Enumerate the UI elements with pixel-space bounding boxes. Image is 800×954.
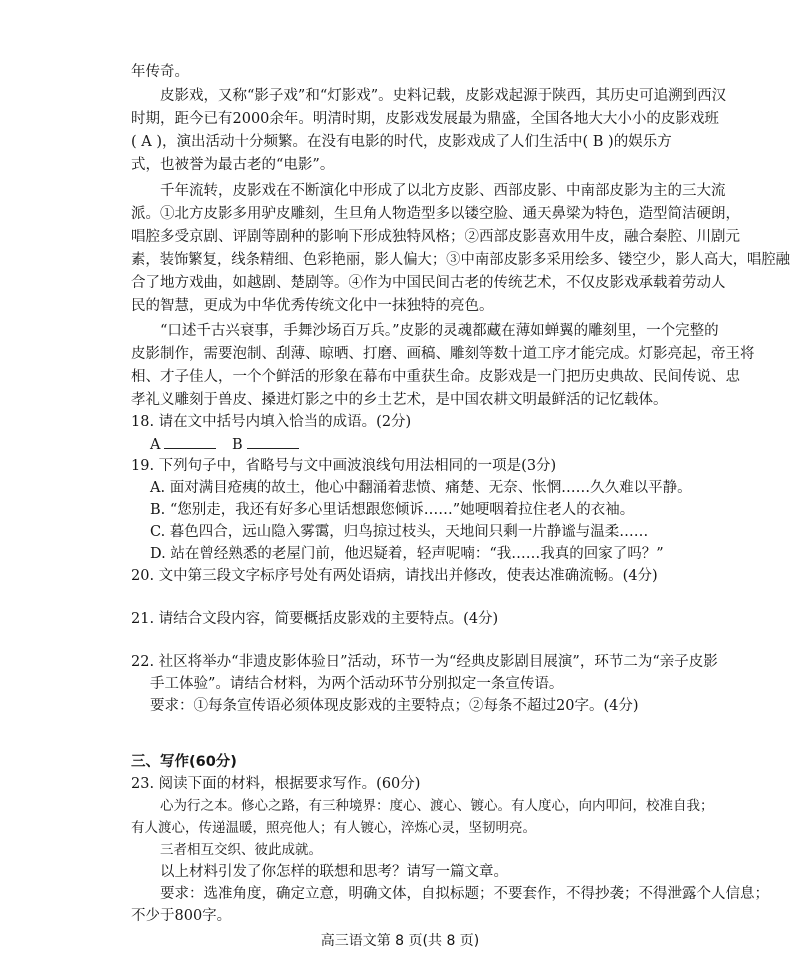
passage-line: 唱腔多受京剧、评剧等剧种的影响下形成独特风格；②西部皮影喜欢用牛皮，融合秦腔、川剧元 (131, 229, 740, 245)
passage-line: 素，装饰繁复，线条精细、色彩艳丽，影人偏大；③中南部皮影多采用绘多、镂空少，影人高大，唱腔融 (131, 252, 790, 268)
passage-line: 千年流转，皮影戏在不断演化中形成了以北方皮影、西部皮影、中南部皮影为主的三大流 (160, 183, 726, 199)
material-line: 有人渡心，传递温暖，照亮他人；有人镀心，淬炼心灵，坚韧明亮。 (131, 820, 536, 836)
page-footer: 高三语文第 8 页(共 8 页) (320, 933, 480, 949)
passage-line: 年传奇。 (131, 64, 189, 80)
passage-line: “口述千古兴衰事，手舞沙场百万兵。”皮影的灵魂都藏在薄如蝉翼的雕刻里，一个完整的 (160, 323, 719, 339)
writing-requirement: 不少于800字。 (131, 908, 232, 924)
passage-line: ( A )，演出活动十分频繁。在没有电影的时代，皮影戏成了人们生活中( B )的娱乐方 (131, 134, 672, 150)
passage-line: 派。①北方皮影多用驴皮雕刻，生旦角人物造型多以镂空脸、通天鼻梁为特色，造型简洁硬朗， (131, 206, 740, 222)
material-line: 心为行之本。修心之路，有三种境界：度心、渡心、镀心。有人度心，向内叩问，校准自我； (160, 798, 714, 814)
answer-blank-a[interactable] (150, 434, 216, 455)
section-heading: 三、写作(60分) (131, 754, 237, 770)
question-22-line: 手工体验”。请结合材料，为两个活动环节分别拟定一条宣传语。 (150, 676, 564, 692)
question-20-stem: 20. 文中第三段文字标序号处有两处语病，请找出并修改，使表达准确流畅。(4分) (131, 568, 658, 584)
blank-line-b (247, 434, 299, 449)
passage-line: 皮影制作，需要泡制、刮薄、晾晒、打磨、画稿、雕刻等数十道工序才能完成。灯影亮起，帝王将 (131, 346, 755, 362)
question-23-stem: 23. 阅读下面的材料，根据要求写作。(60分) (131, 776, 421, 792)
passage-line: 皮影戏，又称“影子戏”和“灯影戏”。史料记载，皮影戏起源于陕西，其历史可追溯到西汉 (160, 88, 727, 104)
answer-blank-b[interactable] (232, 434, 299, 455)
passage-line: 民的智慧，更成为中华优秀传统文化中一抹独特的亮色。 (131, 298, 494, 314)
writing-requirement: 要求：选准角度，确定立意，明确文体，自拟标题；不要套作，不得抄袭；不得泄露个人信息； (160, 886, 769, 902)
question-22-line: 22. 社区将举办“非遗皮影体验日”活动，环节一为“经典皮影剧目展演”，环节二为“亲子皮影 (131, 654, 718, 670)
option-c[interactable]: C. 暮色四合，远山隐入雾霭，归鸟掠过枝头，天地间只剩一片静谧与温柔…… (150, 524, 649, 540)
prompt-line: 以上材料引发了你怎样的联想和思考？请写一篇文章。 (160, 864, 508, 880)
passage-line: 时期，距今已有2000余年。明清时期，皮影戏发展最为鼎盛，全国各地大大小小的皮影戏班 (131, 111, 719, 127)
question-18-stem: 18. 请在文中括号内填入恰当的成语。(2分) (131, 414, 412, 430)
question-22-requirement: 要求：①每条宣传语必须体现皮影戏的主要特点；②每条不超过20字。(4分) (150, 698, 639, 714)
question-21-stem: 21. 请结合文段内容，简要概括皮影戏的主要特点。(4分) (131, 611, 499, 627)
passage-line: 式，也被誉为最古老的“电影”。 (131, 157, 335, 173)
question-19-stem: 19. 下列句子中，省略号与文中画波浪线句用法相同的一项是(3分) (131, 458, 557, 474)
blank-line-a (164, 434, 216, 449)
passage-line: 合了地方戏曲，如越剧、楚剧等。④作为中国民间古老的传统艺术，不仅皮影戏承载着劳动人 (131, 275, 726, 291)
material-line: 三者相互交织、彼此成就。 (160, 842, 322, 858)
blank-label-a: A (150, 437, 161, 453)
passage-line: 相、才子佳人，一个个鲜活的形象在幕布中重获生命。皮影戏是一门把历史典故、民间传说、忠 (131, 369, 740, 385)
option-a[interactable]: A. 面对满目疮痍的故土，他心中翻涌着悲愤、痛楚、无奈、怅惘……久久难以平静。 (150, 480, 692, 496)
option-d[interactable]: D. 站在曾经熟悉的老屋门前，他迟疑着，轻声呢喃：“我……我真的回家了吗？” (150, 546, 664, 562)
passage-line: 孝礼义雕刻于兽皮、搡进灯影之中的乡土艺术，是中国农耕文明最鲜活的记忆载体。 (131, 392, 668, 408)
blank-label-b: B (232, 437, 243, 453)
option-b[interactable]: B. “您别走，我还有好多心里话想跟您倾诉……”她哽咽着拉住老人的衣袖。 (150, 502, 635, 518)
